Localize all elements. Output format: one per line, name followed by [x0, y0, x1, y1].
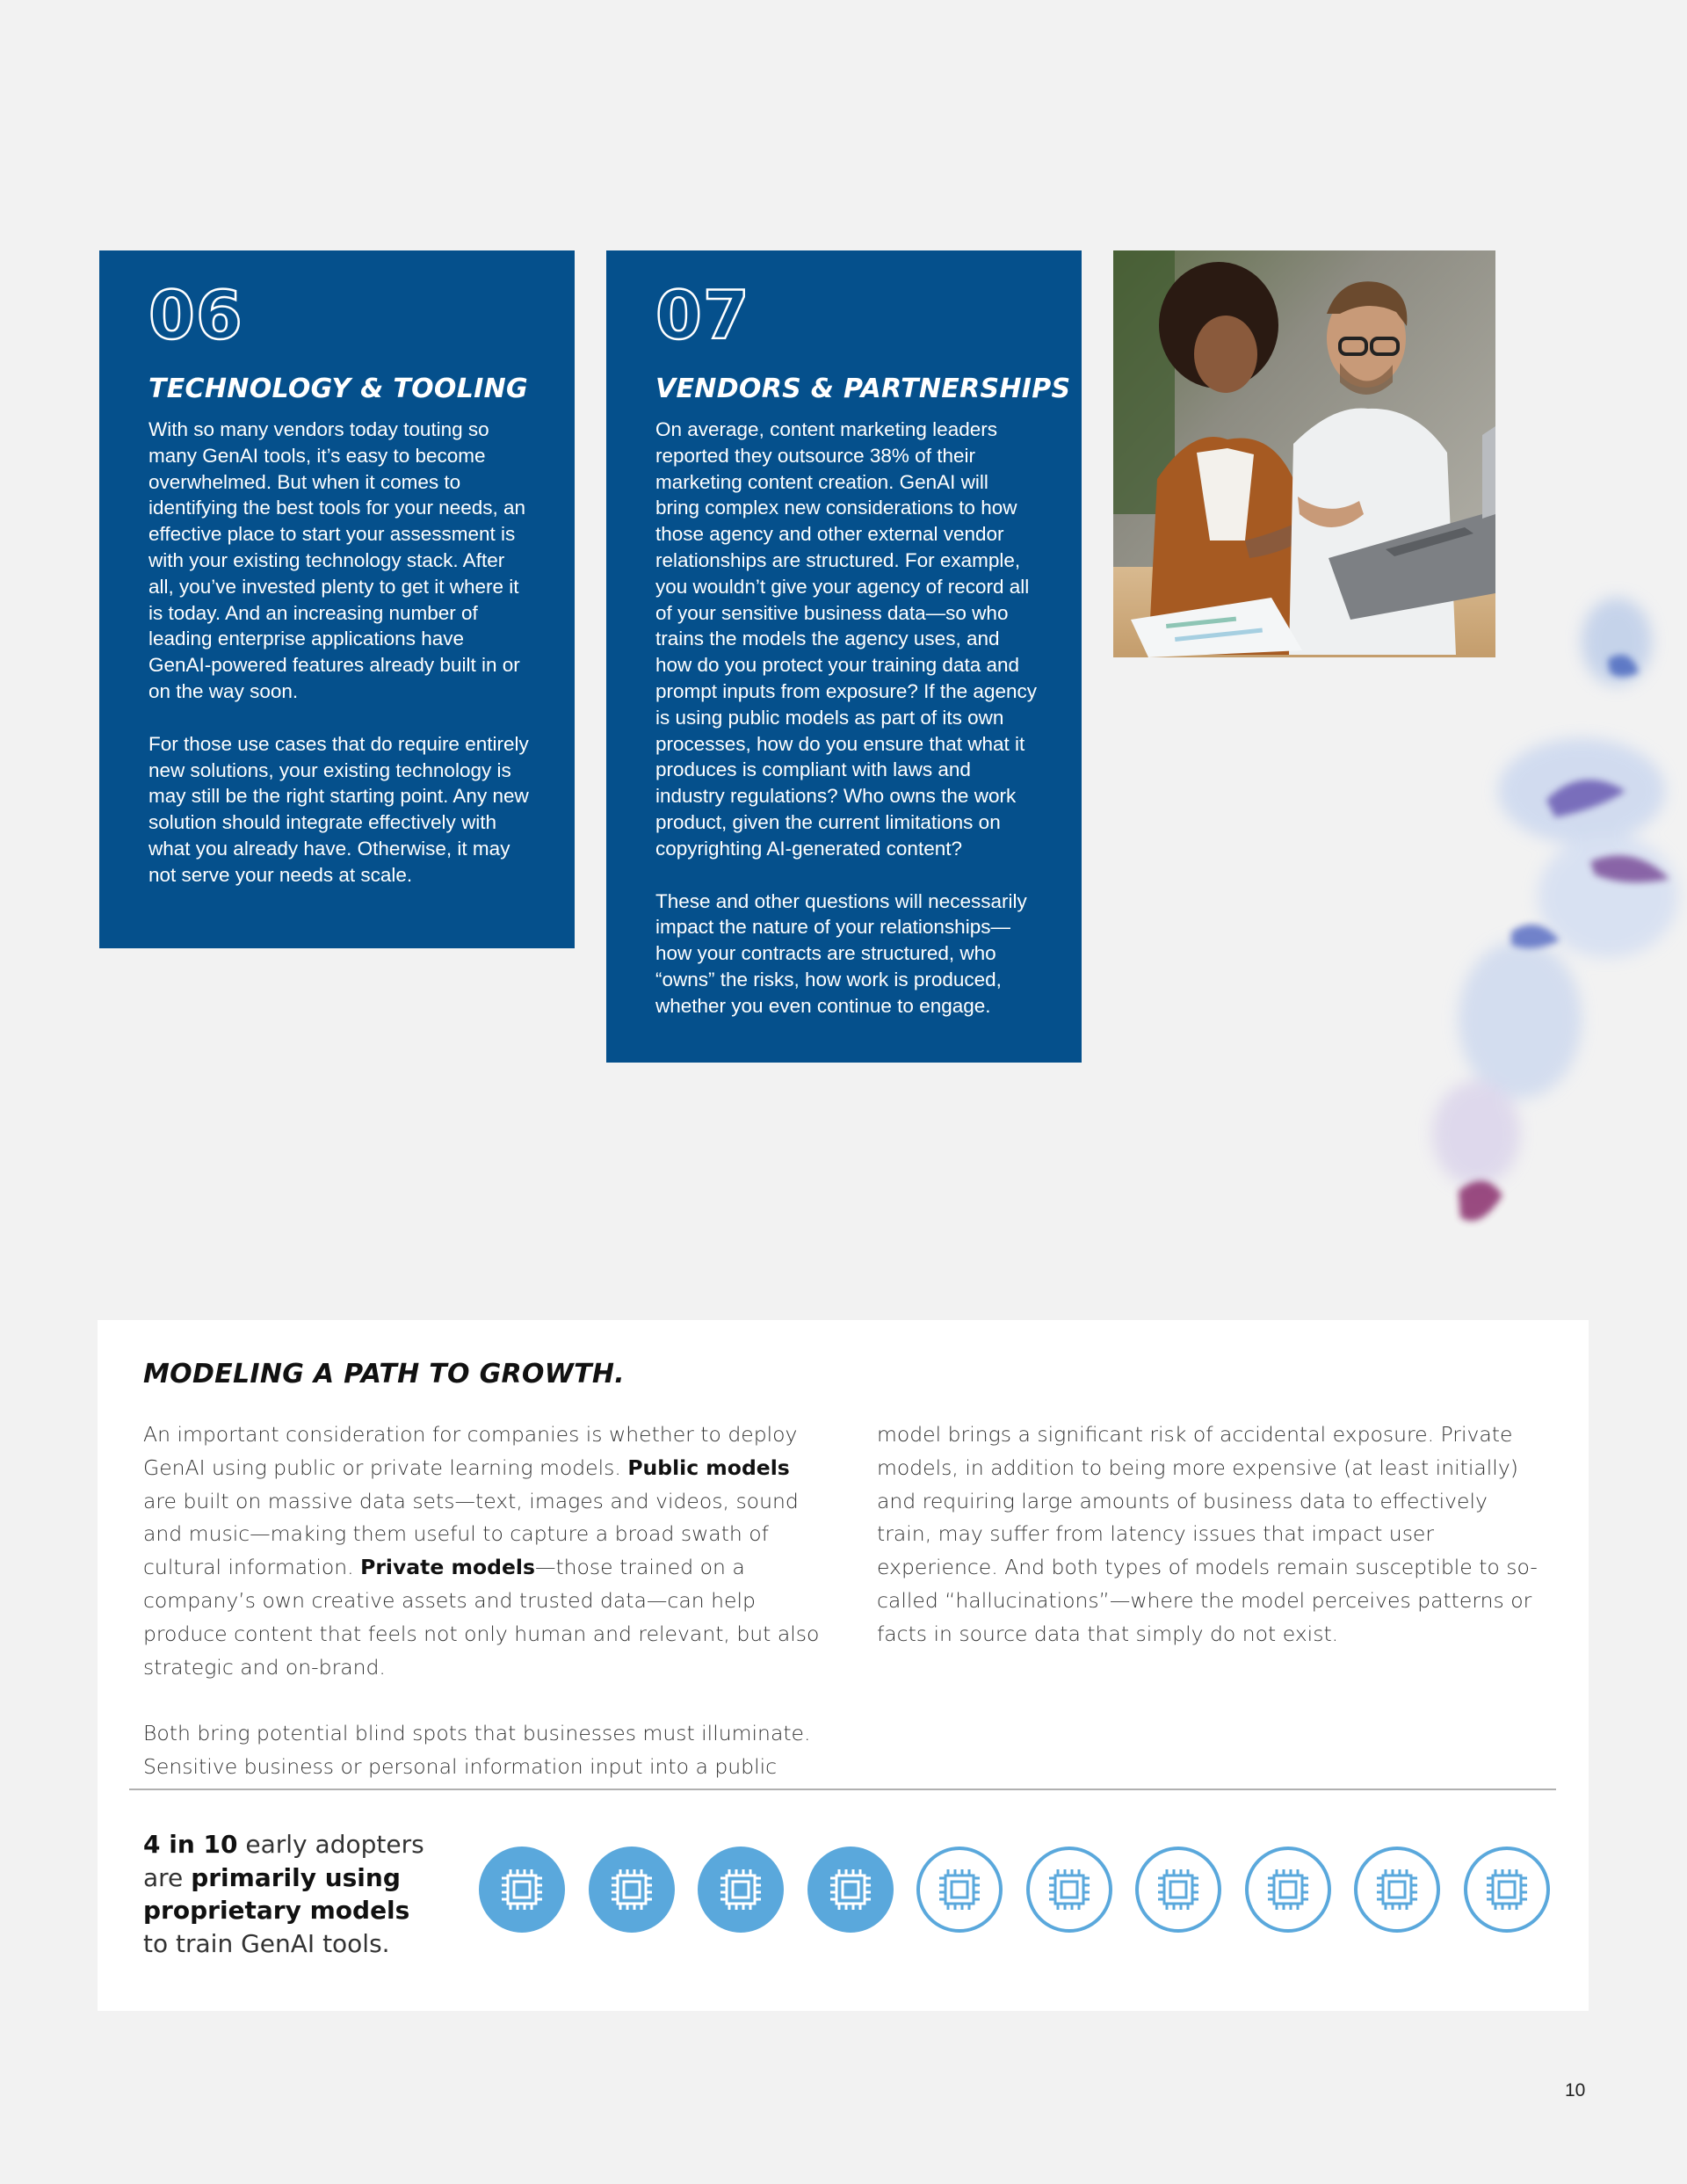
chip-icon: [1245, 1847, 1331, 1933]
card-title: TECHNOLOGY & TOOLING: [148, 374, 528, 404]
page-number: 10: [1565, 2080, 1586, 2101]
chip-icon: [1354, 1847, 1440, 1933]
stat-text: to train GenAI tools.: [143, 1928, 390, 1958]
chip-icon: [916, 1847, 1003, 1933]
modeling-panel: [98, 1320, 1589, 2011]
decorative-ink-smoke: [1406, 562, 1687, 1248]
chip-icon: [1464, 1847, 1550, 1933]
stat-text: early adopters are: [143, 1830, 424, 1892]
text-run: —those trained on a company’s own creative assets and trusted data—can help produce content that feels not only human and relevant, but also strategic and on-brand.: [143, 1555, 820, 1680]
chip-icon: [479, 1847, 565, 1933]
card-paragraph: For those use cases that do require entirely new solutions, your existing technology is may still be the right starting point. Any new solution should integrate effectively with what you already have. Otherwise, it may not serve your needs at scale.: [148, 732, 529, 886]
stat-number: 4 in 10: [143, 1830, 238, 1859]
text-run: An important consideration for companies is whether to deploy GenAI using public or private learning models.: [143, 1422, 798, 1480]
modeling-left-column: [143, 1419, 829, 1818]
modeling-right-column: [877, 1419, 1545, 1685]
modeling-paragraph: [143, 1419, 829, 1684]
text-run: are built on massive data sets—text, images and videos, sound and music—making them useful to capture a broad swath of cultural information.: [143, 1488, 799, 1580]
divider: [129, 1789, 1556, 1790]
card-technology-tooling: [99, 250, 575, 948]
chip-icon: [1026, 1847, 1112, 1933]
modeling-paragraph: Both bring potential blind spots that businesses must illuminate. Sensitive business or personal information input into a public: [143, 1721, 811, 1780]
stat-callout: [143, 1828, 424, 1960]
bold-term-private-models: Private models: [360, 1555, 535, 1580]
card-number: 07: [655, 276, 750, 354]
modeling-heading: MODELING A PATH TO GROWTH.: [143, 1359, 625, 1389]
card-vendors-partnerships: [606, 250, 1082, 1063]
card-paragraph: With so many vendors today touting so many GenAI tools, it’s easy to become overwhelmed. But when it comes to identifying the best tools for your needs, an effective place to start your assessment is with your existing technology stack. After all, you’ve invested plenty to get it where it is today. And an increasing number of leading enterprise applications have GenAI-powered features already built in or on the way soon.: [148, 418, 526, 702]
stat-emphasis: primarily using proprietary models: [143, 1862, 410, 1925]
chip-icon: [698, 1847, 784, 1933]
bold-term-public-models: Public models: [627, 1455, 790, 1480]
card-paragraph: These and other questions will necessarily impact the nature of your relationships—how your contracts are structured, who “owns” the risks, how work is produced, whether you even continue to engage.: [655, 889, 1027, 1017]
chip-icon: [807, 1847, 894, 1933]
card-number: 06: [148, 276, 243, 354]
modeling-paragraph: model brings a significant risk of accidental exposure. Private models, in addition to being more expensive (at least initially) and requiring large amounts of business data to effectively train, may suffer from latency issues that impact user experience. And both types of models remain susceptible to so-called “hallucinations”—where the model perceives patterns or facts in source data that simply do not exist.: [877, 1422, 1538, 1646]
card-title: VENDORS & PARTNERSHIPS: [655, 374, 1071, 404]
card-paragraph: On average, content marketing leaders reported they outsource 38% of their marketing content creation. GenAI will bring complex new considerations to how those agency and other external vendor relationships are structured. For example, you wouldn’t give your agency of record all of your sensitive business data—so who trains the models the agency uses, and how do you protect your training data and prompt inputs from exposure? If the agency is using public models as part of its own processes, how do you ensure that what it produces is compliant with laws and industry regulations? Who owns the work product, given the current limitations on copyrighting AI-generated content?: [655, 418, 1037, 860]
chip-icon: [589, 1847, 675, 1933]
chip-icon: [1135, 1847, 1221, 1933]
